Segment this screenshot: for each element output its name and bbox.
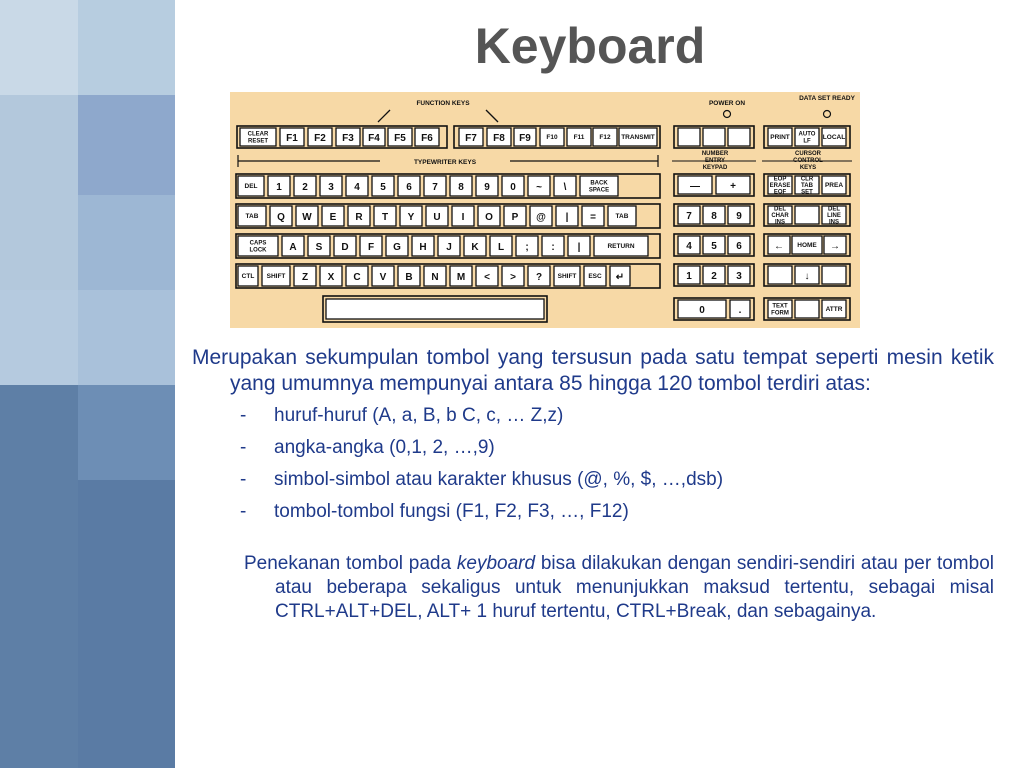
para2-start: Penekanan tombol pada	[244, 553, 457, 574]
key-label: S	[315, 242, 323, 253]
key-label: 7	[686, 211, 692, 222]
key-label: 5	[711, 241, 717, 252]
key-label: U	[433, 212, 441, 223]
key-label: Q	[277, 212, 285, 223]
key-label: LOCAL	[822, 134, 846, 141]
key-label: L	[497, 242, 505, 253]
keyboard-diagram	[230, 92, 860, 328]
key-label: E	[329, 212, 337, 223]
key-label: 0	[510, 182, 516, 193]
key-label: SHIFT	[557, 273, 577, 280]
decorative-sidebar	[0, 0, 175, 768]
key-label: B	[405, 272, 413, 283]
ready-led	[824, 111, 831, 118]
intro-paragraph: Merupakan sekumpulan tombol yang tersusun pada satu tempat seperti mesin ketik yang umumnya mempunyai antara 85 hingga 120 tombol terdiri atas:	[192, 346, 994, 395]
key	[768, 266, 792, 284]
key-label: P	[511, 212, 519, 223]
key-label: ATTR	[825, 306, 843, 313]
key-label: DEL	[774, 206, 786, 213]
key-label: 9	[736, 211, 742, 222]
key-label: F8	[493, 133, 505, 144]
key-label: 8	[458, 182, 464, 193]
key	[795, 300, 819, 318]
key	[728, 128, 750, 146]
key-label: 1	[686, 271, 692, 282]
slide-body	[192, 345, 994, 624]
key-label: CAPS	[249, 240, 267, 247]
data-set-ready-label: DATA SET READY	[799, 95, 855, 102]
keyboard-illustration	[230, 92, 860, 328]
key-label: Y	[407, 212, 415, 223]
key-label: F9	[519, 133, 531, 144]
bullet-list	[240, 400, 994, 528]
key-label: C	[353, 272, 361, 283]
key-label: LINE	[827, 213, 841, 219]
key-label: 2	[711, 271, 717, 282]
key-label: \	[563, 182, 567, 193]
key-label: →	[830, 241, 840, 252]
key-label: F4	[368, 133, 380, 144]
key-label: R	[355, 212, 363, 223]
key-label: EOF	[773, 189, 787, 196]
key-label: F7	[465, 133, 477, 144]
key-label: LOCK	[249, 247, 267, 254]
key-label: TRANSMIT	[621, 134, 655, 141]
bullet-item	[240, 400, 994, 432]
key-label: 7	[432, 182, 438, 193]
key-label: F5	[394, 133, 406, 144]
bullet-dash: -	[240, 437, 247, 458]
key-label: K	[471, 242, 479, 253]
key	[703, 128, 725, 146]
key-label: D	[341, 242, 349, 253]
key-label: AUTO	[798, 131, 816, 138]
key-label: INS	[774, 219, 786, 226]
key-label: RETURN	[607, 243, 635, 250]
key-label: V	[379, 272, 387, 283]
bullet-dash: -	[240, 501, 247, 522]
key	[678, 128, 700, 146]
cursor-label: KEYS	[799, 165, 817, 171]
key-label: 4	[354, 182, 360, 193]
key-label: HOME	[797, 242, 817, 249]
key-label: Z	[301, 272, 309, 283]
key	[822, 266, 846, 284]
key-label: T	[381, 212, 389, 223]
key-label: F10	[546, 134, 558, 141]
key-label: ↵	[615, 272, 625, 283]
key-label: X	[327, 272, 335, 283]
key-label: F2	[314, 133, 326, 144]
key	[795, 206, 819, 224]
key-label: 6	[406, 182, 412, 193]
bullet-text: huruf-huruf (A, a, B, b C, c, … Z,z)	[274, 405, 564, 426]
power-led	[724, 111, 731, 118]
key-label: A	[289, 242, 297, 253]
key-label: F11	[573, 134, 585, 141]
key-label: SET	[801, 189, 813, 196]
key-label: |	[577, 242, 581, 253]
bullet-item	[240, 432, 994, 464]
key-label: 8	[711, 211, 717, 222]
slide-title: Keyboard	[474, 18, 706, 74]
key-label: O	[485, 212, 493, 223]
key-label: 9	[484, 182, 490, 193]
key-label: <	[484, 272, 490, 283]
key-label: RESET	[247, 138, 269, 145]
bullet-text: simbol-simbol atau karakter khusus (@, %, $, …,dsb)	[274, 469, 724, 490]
key-label: M	[456, 272, 466, 283]
bullet-dash: -	[240, 469, 247, 490]
bullet-item	[240, 464, 994, 496]
key-label: N	[431, 272, 439, 283]
key-label: +	[730, 181, 736, 192]
key-label: LF	[803, 138, 811, 145]
key-label: 3	[328, 182, 334, 193]
key-label: CLR	[800, 176, 814, 183]
key-label: 2	[302, 182, 308, 193]
key-label: 5	[380, 182, 386, 193]
key-label: F	[367, 242, 375, 253]
key-label: FORM	[771, 310, 789, 317]
bullet-text: angka-angka (0,1, 2, …,9)	[274, 437, 495, 458]
key-label: ;	[525, 242, 529, 253]
key-label: 6	[736, 241, 742, 252]
key-label: TAB	[801, 183, 813, 189]
key-label: CHAR	[771, 213, 789, 219]
cursor-label: CONTROL	[793, 158, 823, 164]
key-label: I	[461, 212, 465, 223]
key-label: >	[510, 272, 516, 283]
key-label: ~	[536, 182, 542, 193]
power-on-label: POWER ON	[708, 100, 746, 107]
key-label: SPACE	[588, 187, 610, 194]
key-label: J	[446, 242, 452, 253]
key-label: 3	[736, 271, 742, 282]
key-label: ESC	[588, 273, 602, 280]
key-label: |	[565, 212, 569, 223]
key-label: @	[536, 212, 546, 223]
pointer-arrow	[486, 110, 498, 122]
keypad-label: KEYPAD	[702, 165, 728, 171]
key-label: :	[551, 242, 555, 253]
para2-end: bisa dilakukan dengan sendiri-sendiri atau per tombol atau beberapa sekaligus untuk menunjukkan maksud tertentu, sebagai misal CTRL+ALT+DEL, ALT+ 1 huruf tertentu, CTRL+Break, dan sebagainya.	[275, 553, 994, 622]
key-label: SHIFT	[266, 273, 286, 280]
keypad-label: ENTRY	[704, 158, 726, 164]
key-label: ↓	[804, 271, 810, 282]
key-label: H	[419, 242, 427, 253]
key	[326, 299, 544, 319]
key-label: W	[302, 212, 312, 223]
key-label: TAB	[245, 213, 259, 220]
pointer-arrow	[378, 110, 390, 122]
keypad-label: NUMBER	[701, 151, 729, 157]
key-label: —	[690, 181, 700, 192]
key-label: ←	[774, 241, 784, 252]
key-label: F6	[421, 133, 433, 144]
key-label: ?	[535, 272, 543, 283]
key-label: =	[590, 212, 596, 223]
key-label: 4	[686, 241, 692, 252]
key-label: TAB	[615, 213, 629, 220]
key-label: F3	[342, 133, 354, 144]
para2-italic-word: keyboard	[456, 553, 536, 574]
function-keys-label: FUNCTION KEYS	[416, 100, 470, 107]
key-label: F1	[286, 133, 298, 144]
key-label: DEL	[828, 206, 840, 213]
key-label: EOP	[773, 176, 787, 183]
key-label: 0	[699, 305, 705, 316]
key-label: F12	[599, 134, 611, 141]
cursor-label: CURSOR	[794, 151, 822, 157]
key-label: PREA	[824, 182, 844, 189]
key-label: TEXT	[772, 303, 788, 310]
key-label: CTL	[241, 273, 255, 280]
bullet-text: tombol-tombol fungsi (F1, F2, F3, …, F12)	[274, 501, 629, 522]
key-label: DEL	[244, 183, 258, 190]
key-label: INS	[828, 219, 840, 226]
key-label: PRINT	[770, 134, 790, 141]
key-label: G	[393, 242, 401, 253]
typewriter-keys-label: TYPEWRITER KEYS	[413, 159, 477, 166]
second-paragraph	[244, 552, 994, 624]
bullet-item	[240, 496, 994, 528]
bullet-dash: -	[240, 405, 247, 426]
key-label: .	[738, 305, 742, 316]
key-label: 1	[276, 182, 282, 193]
key-label: BACK	[590, 180, 608, 187]
key-label: CLEAR	[247, 131, 269, 138]
key-label: ERASE	[769, 183, 791, 189]
